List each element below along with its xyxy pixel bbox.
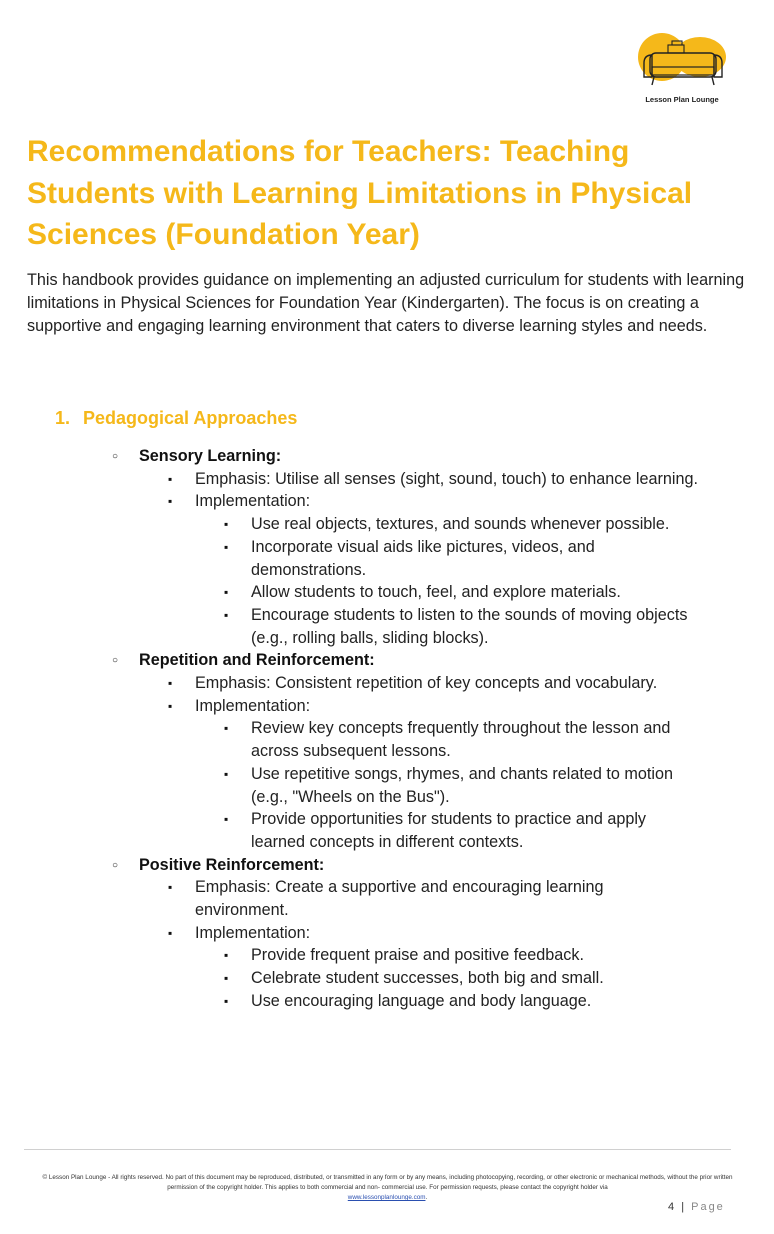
section-number: 1. [55,408,71,428]
square-bullet-icon: ▪ [224,812,229,827]
square-bullet-icon: ▪ [224,539,229,554]
logo-text: Lesson Plan Lounge [645,95,719,104]
square-bullet-icon: ▪ [224,517,229,532]
outline-subitem: Provide opportunities for students to practice and apply [251,810,647,829]
page-number-value: 4 [668,1201,677,1213]
outline-item: Emphasis: Consistent repetition of key concepts and vocabulary. [195,674,658,692]
square-bullet-icon: ▪ [224,948,229,963]
outline-item: Emphasis: Create a supportive and encouraging learning [195,878,604,897]
outline-item: Implementation: [195,492,311,511]
outline-subheading: Sensory Learning: [139,447,282,465]
square-bullet-icon: ▪ [168,698,173,713]
footer-link[interactable]: www.lessonplanlounge.com [347,1194,426,1201]
outline-subitem: across subsequent lessons. [251,742,451,761]
outline-subitem: Encourage students to listen to the sounds of moving objects [251,605,688,624]
section-heading [55,408,297,429]
square-bullet-icon: ▪ [224,993,229,1008]
footer-text: © Lesson Plan Lounge - All rights reserved. No part of this document may be reproduced, distributed, or transmitted in any form or by any means, including photocopying, recording, or other electronic or mechanical methods, without the prior written permission of the copyright holder. This applies to both commercial and non- commercial use. For permission requests, please contact the copyright holder via [42,1174,733,1191]
square-bullet-icon: ▪ [224,585,229,600]
square-bullet-icon: ▪ [224,607,229,622]
square-bullet-icon: ▪ [224,971,229,986]
outline-subitem: (e.g., rolling balls, sliding blocks). [251,628,489,647]
outline-subitem: learned concepts in different contexts. [251,832,524,851]
outline-subitem: Use real objects, textures, and sounds whenever possible. [251,515,670,534]
outline-subitem: Use repetitive songs, rhymes, and chants related to motion [251,764,673,783]
hollow-circle-bullet-icon: ○ [112,451,119,462]
page-title: Recommendations for Teachers: Teaching Students with Learning Limitations in Physical Sciences (Foundation Year) [27,135,693,251]
outline-subheading: Repetition and Reinforcement: [139,651,375,670]
sofa-logo-icon [634,33,730,95]
square-bullet-icon: ▪ [224,766,229,781]
outline-subitem: Review key concepts frequently throughout the lesson and [251,719,671,738]
square-bullet-icon: ▪ [224,721,229,736]
square-bullet-icon: ▪ [168,494,173,509]
outline-subitem: Incorporate visual aids like pictures, videos, and [251,537,595,556]
footer-copyright [30,1173,745,1203]
square-bullet-icon: ▪ [168,880,173,895]
outline-item: Implementation: [195,696,311,715]
outline-item: environment. [195,901,289,919]
outline-item: Implementation: [195,923,311,942]
intro-paragraph: This handbook provides guidance on implementing an adjusted curriculum for students with learning limitations in Physical Sciences for Foundation Year (Kindergarten). The focus is on creating a supportive and engaging learning environment that caters to diverse learning styles and needs. [27,271,745,335]
footer-link-suffix: . [425,1194,428,1201]
page-number-label: Page [691,1201,725,1213]
outline-item: Emphasis: Utilise all senses (sight, sound, touch) to enhance learning. [195,469,698,488]
square-bullet-icon: ▪ [168,471,173,486]
page-number [668,1201,725,1213]
hollow-circle-bullet-icon: ○ [112,655,119,667]
hollow-circle-bullet-icon: ○ [112,859,119,871]
footer-divider [24,1149,731,1150]
outline-subitem: Celebrate student successes, both big and small. [251,969,604,988]
page-number-separator: | [681,1201,687,1213]
outline-subitem: (e.g., "Wheels on the Bus"). [251,787,450,806]
outline-subitem: Provide frequent praise and positive feedback. [251,946,584,965]
outline-subitem: Allow students to touch, feel, and explore materials. [251,583,621,602]
square-bullet-icon: ▪ [168,925,173,940]
outline-subitem: Use encouraging language and body language. [251,991,592,1010]
brand-logo [634,33,730,107]
square-bullet-icon: ▪ [168,676,173,690]
outline-subitem: demonstrations. [251,560,367,579]
outline-subheading: Positive Reinforcement: [139,855,325,874]
section-heading-text: Pedagogical Approaches [83,408,298,428]
